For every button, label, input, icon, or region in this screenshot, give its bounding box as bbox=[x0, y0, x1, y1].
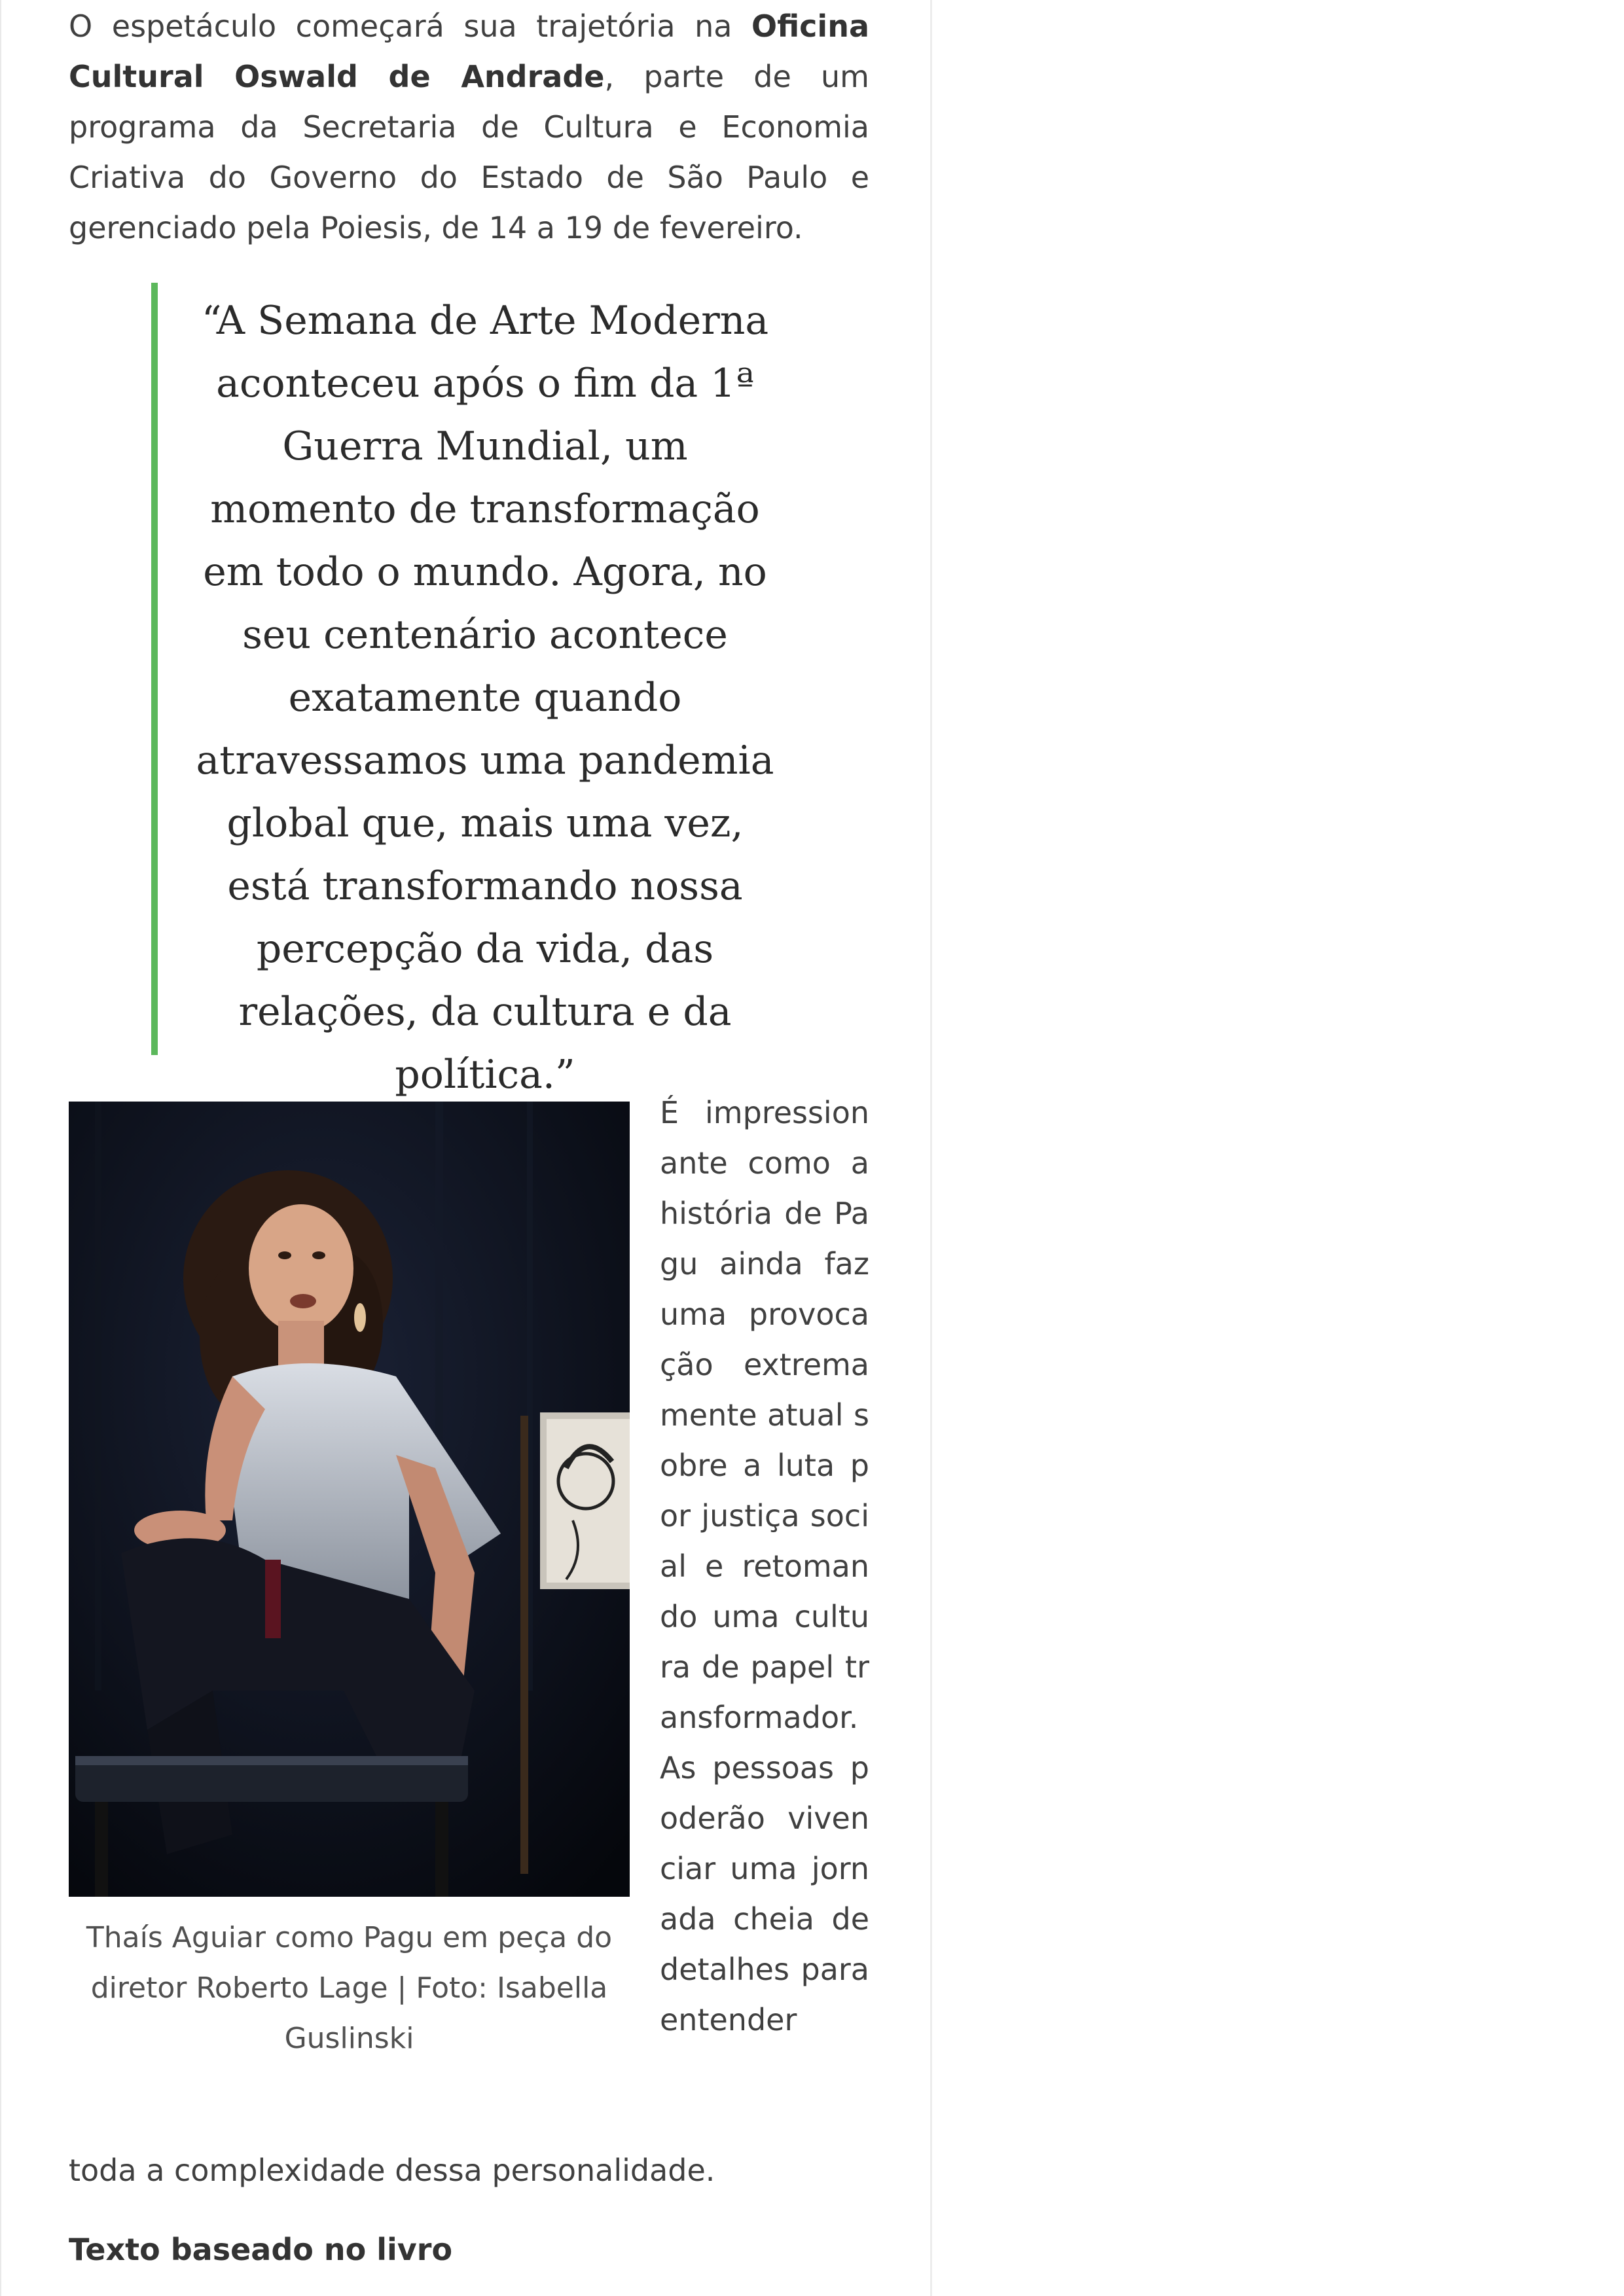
pull-quote bbox=[151, 283, 819, 1098]
quote-text: “A Semana de Arte Moderna aconteceu após o fim da 1ª Guerra Mundial, um momento de transformação em todo o mundo. Agora, no seu centenário acontece exatamente quando atravessamos uma pandemia global que, mais uma vez, está transformando nossa percepção da vida, das relações, da cultura e da política.” bbox=[196, 298, 774, 1098]
intro-paragraph bbox=[69, 1, 869, 253]
venue-name: Oficina Cultural Oswald de Andrade bbox=[69, 9, 869, 94]
photo-caption: Thaís Aguiar como Pagu em peça do diretor Roberto Lage | Foto: Isabella Guslinski bbox=[86, 1921, 613, 2055]
paragraph-continuation: toda a complexidade dessa personalidade. bbox=[69, 2153, 715, 2188]
article-photo bbox=[69, 1102, 630, 1897]
intro-text-end: , parte de um programa da Secretaria de Cultura e Economia Criativa do Governo do Estado de São Paulo e gerenciado pela Poiesis, de 14 a 19 de fevereiro. bbox=[69, 59, 869, 245]
intro-text-start: O espetáculo começará sua trajetória na bbox=[69, 9, 751, 44]
side-paragraph: É impressionante como a história de Pagu ainda faz uma provocação extremamente atual sobre a luta por justiça social e retomando uma cultura de papel transformador. As pessoas poderão vivenciar uma jornada cheia de detalhes para entender bbox=[660, 1095, 869, 2037]
section-subheading: Texto baseado no livro bbox=[69, 2232, 453, 2267]
